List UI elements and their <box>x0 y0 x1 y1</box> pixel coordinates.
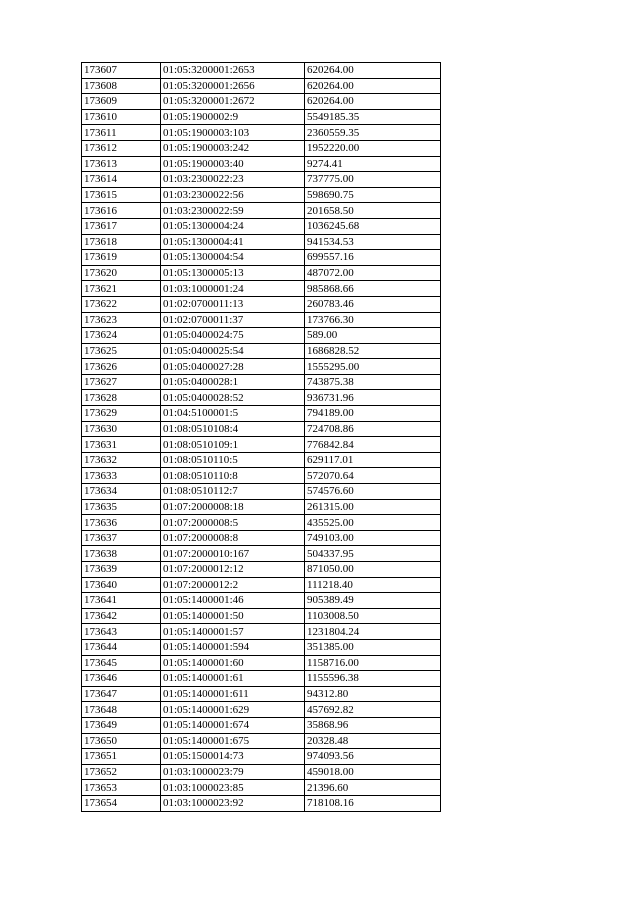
table-row <box>82 94 441 110</box>
cadastral-number-cell: 01:05:1400001:57 <box>161 624 305 640</box>
amount-cell: 629117.01 <box>305 452 441 468</box>
row-id-cell: 173616 <box>82 203 161 219</box>
row-id-cell: 173652 <box>82 764 161 780</box>
table-row <box>82 421 441 437</box>
cadastral-number-cell: 01:05:1900002:9 <box>161 109 305 125</box>
cadastral-number-cell: 01:07:2000012:2 <box>161 577 305 593</box>
row-id-cell: 173610 <box>82 109 161 125</box>
cadastral-number-cell: 01:05:1400001:629 <box>161 702 305 718</box>
table-row <box>82 639 441 655</box>
cadastral-number-cell: 01:07:2000010:167 <box>161 546 305 562</box>
amount-cell: 21396.60 <box>305 780 441 796</box>
row-id-cell: 173635 <box>82 499 161 515</box>
table-row <box>82 390 441 406</box>
amount-cell: 111218.40 <box>305 577 441 593</box>
cadastral-number-cell: 01:05:3200001:2653 <box>161 63 305 79</box>
table-row <box>82 312 441 328</box>
table-row <box>82 78 441 94</box>
amount-cell: 598690.75 <box>305 187 441 203</box>
row-id-cell: 173614 <box>82 172 161 188</box>
amount-cell: 459018.00 <box>305 764 441 780</box>
table-row <box>82 499 441 515</box>
table-row <box>82 562 441 578</box>
cadastral-number-cell: 01:05:1400001:60 <box>161 655 305 671</box>
row-id-cell: 173615 <box>82 187 161 203</box>
row-id-cell: 173628 <box>82 390 161 406</box>
table-row <box>82 63 441 79</box>
table-row <box>82 234 441 250</box>
amount-cell: 1103008.50 <box>305 608 441 624</box>
table-row <box>82 717 441 733</box>
table-row <box>82 296 441 312</box>
cadastral-number-cell: 01:08:0510108:4 <box>161 421 305 437</box>
table-row <box>82 593 441 609</box>
row-id-cell: 173623 <box>82 312 161 328</box>
row-id-cell: 173648 <box>82 702 161 718</box>
row-id-cell: 173621 <box>82 281 161 297</box>
row-id-cell: 173649 <box>82 717 161 733</box>
cadastral-number-cell: 01:05:1400001:675 <box>161 733 305 749</box>
row-id-cell: 173646 <box>82 671 161 687</box>
row-id-cell: 173620 <box>82 265 161 281</box>
table-row <box>82 374 441 390</box>
row-id-cell: 173651 <box>82 749 161 765</box>
amount-cell: 94312.80 <box>305 686 441 702</box>
amount-cell: 5549185.35 <box>305 109 441 125</box>
cadastral-number-cell: 01:05:1400001:61 <box>161 671 305 687</box>
row-id-cell: 173626 <box>82 359 161 375</box>
cadastral-number-cell: 01:05:1500014:73 <box>161 749 305 765</box>
amount-cell: 261315.00 <box>305 499 441 515</box>
table-row <box>82 530 441 546</box>
amount-cell: 201658.50 <box>305 203 441 219</box>
cadastral-number-cell: 01:07:2000008:8 <box>161 530 305 546</box>
amount-cell: 974093.56 <box>305 749 441 765</box>
amount-cell: 487072.00 <box>305 265 441 281</box>
amount-cell: 1686828.52 <box>305 343 441 359</box>
table-row <box>82 328 441 344</box>
cadastral-number-cell: 01:05:1300004:24 <box>161 218 305 234</box>
amount-cell: 743875.38 <box>305 374 441 390</box>
row-id-cell: 173613 <box>82 156 161 172</box>
cadastral-number-cell: 01:04:5100001:5 <box>161 406 305 422</box>
amount-cell: 260783.46 <box>305 296 441 312</box>
table-row <box>82 437 441 453</box>
table-row <box>82 780 441 796</box>
row-id-cell: 173642 <box>82 608 161 624</box>
cadastral-number-cell: 01:05:0400024:75 <box>161 328 305 344</box>
amount-cell: 457692.82 <box>305 702 441 718</box>
table-row <box>82 359 441 375</box>
row-id-cell: 173618 <box>82 234 161 250</box>
cadastral-number-cell: 01:05:1400001:46 <box>161 593 305 609</box>
cadastral-number-cell: 01:05:0400028:1 <box>161 374 305 390</box>
row-id-cell: 173640 <box>82 577 161 593</box>
row-id-cell: 173627 <box>82 374 161 390</box>
table-row <box>82 203 441 219</box>
amount-cell: 1158716.00 <box>305 655 441 671</box>
table-row <box>82 125 441 141</box>
cadastral-number-cell: 01:08:0510110:5 <box>161 452 305 468</box>
amount-cell: 1155596.38 <box>305 671 441 687</box>
row-id-cell: 173650 <box>82 733 161 749</box>
amount-cell: 941534.53 <box>305 234 441 250</box>
cadastral-number-cell: 01:03:2300022:23 <box>161 172 305 188</box>
table-row <box>82 281 441 297</box>
table-row <box>82 655 441 671</box>
amount-cell: 1231804.24 <box>305 624 441 640</box>
table-row <box>82 109 441 125</box>
table-row <box>82 172 441 188</box>
row-id-cell: 173654 <box>82 795 161 811</box>
table-body <box>82 63 441 812</box>
table-row <box>82 686 441 702</box>
amount-cell: 936731.96 <box>305 390 441 406</box>
cadastral-number-cell: 01:03:2300022:56 <box>161 187 305 203</box>
table-row <box>82 156 441 172</box>
amount-cell: 1555295.00 <box>305 359 441 375</box>
row-id-cell: 173653 <box>82 780 161 796</box>
row-id-cell: 173619 <box>82 250 161 266</box>
table-row <box>82 733 441 749</box>
table-row <box>82 218 441 234</box>
table-row <box>82 515 441 531</box>
amount-cell: 718108.16 <box>305 795 441 811</box>
row-id-cell: 173639 <box>82 562 161 578</box>
row-id-cell: 173630 <box>82 421 161 437</box>
amount-cell: 1952220.00 <box>305 140 441 156</box>
table-row <box>82 795 441 811</box>
cadastral-number-cell: 01:05:1400001:674 <box>161 717 305 733</box>
table-row <box>82 608 441 624</box>
row-id-cell: 173643 <box>82 624 161 640</box>
row-id-cell: 173637 <box>82 530 161 546</box>
table-row <box>82 749 441 765</box>
amount-cell: 20328.48 <box>305 733 441 749</box>
table-row <box>82 484 441 500</box>
row-id-cell: 173624 <box>82 328 161 344</box>
cadastral-number-cell: 01:05:3200001:2672 <box>161 94 305 110</box>
amount-cell: 620264.00 <box>305 94 441 110</box>
table-row <box>82 468 441 484</box>
cadastral-number-cell: 01:05:1300005:13 <box>161 265 305 281</box>
amount-cell: 504337.95 <box>305 546 441 562</box>
amount-cell: 620264.00 <box>305 63 441 79</box>
cadastral-number-cell: 01:02:0700011:13 <box>161 296 305 312</box>
amount-cell: 35868.96 <box>305 717 441 733</box>
amount-cell: 572070.64 <box>305 468 441 484</box>
table-row <box>82 671 441 687</box>
cadastral-number-cell: 01:07:2000008:5 <box>161 515 305 531</box>
amount-cell: 871050.00 <box>305 562 441 578</box>
amount-cell: 435525.00 <box>305 515 441 531</box>
row-id-cell: 173622 <box>82 296 161 312</box>
amount-cell: 905389.49 <box>305 593 441 609</box>
cadastral-number-cell: 01:05:1900003:40 <box>161 156 305 172</box>
row-id-cell: 173607 <box>82 63 161 79</box>
row-id-cell: 173625 <box>82 343 161 359</box>
amount-cell: 9274.41 <box>305 156 441 172</box>
table-row <box>82 406 441 422</box>
cadastral-number-cell: 01:05:1300004:41 <box>161 234 305 250</box>
cadastral-number-cell: 01:07:2000008:18 <box>161 499 305 515</box>
amount-cell: 794189.00 <box>305 406 441 422</box>
row-id-cell: 173608 <box>82 78 161 94</box>
cadastral-number-cell: 01:02:0700011:37 <box>161 312 305 328</box>
cadastral-number-cell: 01:05:1900003:242 <box>161 140 305 156</box>
cadastral-number-cell: 01:03:1000023:85 <box>161 780 305 796</box>
row-id-cell: 173612 <box>82 140 161 156</box>
row-id-cell: 173644 <box>82 639 161 655</box>
amount-cell: 2360559.35 <box>305 125 441 141</box>
table-row <box>82 624 441 640</box>
row-id-cell: 173629 <box>82 406 161 422</box>
table-row <box>82 702 441 718</box>
amount-cell: 737775.00 <box>305 172 441 188</box>
row-id-cell: 173633 <box>82 468 161 484</box>
table-row <box>82 764 441 780</box>
cadastral-number-cell: 01:05:0400028:52 <box>161 390 305 406</box>
table-row <box>82 265 441 281</box>
amount-cell: 749103.00 <box>305 530 441 546</box>
cadastral-number-cell: 01:03:1000001:24 <box>161 281 305 297</box>
table-row <box>82 343 441 359</box>
row-id-cell: 173617 <box>82 218 161 234</box>
cadastral-number-cell: 01:05:1400001:611 <box>161 686 305 702</box>
row-id-cell: 173609 <box>82 94 161 110</box>
cadastral-number-cell: 01:08:0510109:1 <box>161 437 305 453</box>
table-row <box>82 250 441 266</box>
table-row <box>82 577 441 593</box>
cadastral-number-cell: 01:05:1900003:103 <box>161 125 305 141</box>
cadastral-number-cell: 01:05:3200001:2656 <box>161 78 305 94</box>
cadastral-number-cell: 01:05:1300004:54 <box>161 250 305 266</box>
table-row <box>82 452 441 468</box>
cadastral-number-cell: 01:03:1000023:79 <box>161 764 305 780</box>
amount-cell: 699557.16 <box>305 250 441 266</box>
amount-cell: 1036245.68 <box>305 218 441 234</box>
amount-cell: 574576.60 <box>305 484 441 500</box>
row-id-cell: 173632 <box>82 452 161 468</box>
amount-cell: 724708.86 <box>305 421 441 437</box>
row-id-cell: 173638 <box>82 546 161 562</box>
data-table <box>81 62 441 812</box>
cadastral-number-cell: 01:07:2000012:12 <box>161 562 305 578</box>
table-row <box>82 140 441 156</box>
amount-cell: 776842.84 <box>305 437 441 453</box>
cadastral-number-cell: 01:03:1000023:92 <box>161 795 305 811</box>
cadastral-number-cell: 01:08:0510110:8 <box>161 468 305 484</box>
cadastral-number-cell: 01:05:0400025:54 <box>161 343 305 359</box>
cadastral-number-cell: 01:03:2300022:59 <box>161 203 305 219</box>
cadastral-number-cell: 01:05:1400001:50 <box>161 608 305 624</box>
cadastral-number-cell: 01:08:0510112:7 <box>161 484 305 500</box>
row-id-cell: 173611 <box>82 125 161 141</box>
row-id-cell: 173634 <box>82 484 161 500</box>
amount-cell: 351385.00 <box>305 639 441 655</box>
amount-cell: 173766.30 <box>305 312 441 328</box>
row-id-cell: 173645 <box>82 655 161 671</box>
cadastral-number-cell: 01:05:0400027:28 <box>161 359 305 375</box>
row-id-cell: 173641 <box>82 593 161 609</box>
amount-cell: 620264.00 <box>305 78 441 94</box>
row-id-cell: 173636 <box>82 515 161 531</box>
table-row <box>82 187 441 203</box>
cadastral-number-cell: 01:05:1400001:594 <box>161 639 305 655</box>
amount-cell: 985868.66 <box>305 281 441 297</box>
table-row <box>82 546 441 562</box>
row-id-cell: 173647 <box>82 686 161 702</box>
amount-cell: 589.00 <box>305 328 441 344</box>
row-id-cell: 173631 <box>82 437 161 453</box>
